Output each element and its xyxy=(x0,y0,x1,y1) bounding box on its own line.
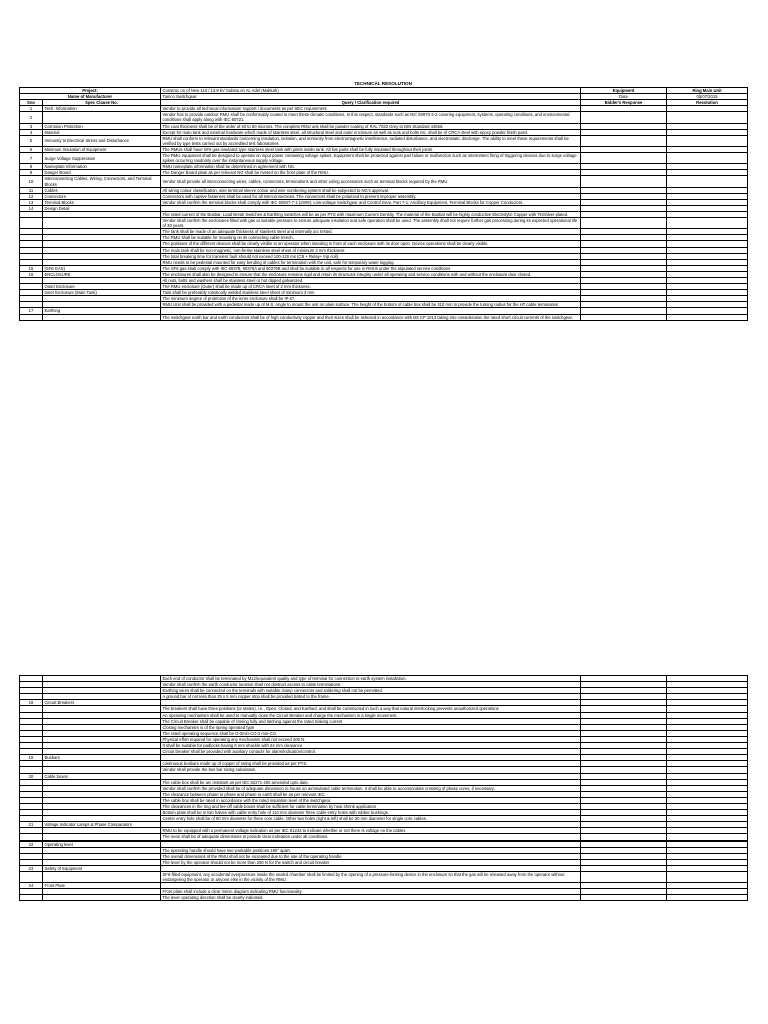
row-query: Tank shall be preferably robotically welded stainless steel sheet of minimum 3 mm xyxy=(161,290,581,296)
row-query: Vendor shall confirm the terminal blocks shall comply with IEC 60947-7-1 (2009): Low-voltage Switchgear and Control Gear, Part 7-1: Ancillary Equipment, Terminal Blocks for Copper Conductors. xyxy=(161,199,581,205)
row-query: Center entry hole shall be of 80 mm diameter for three core cable. Other two holes (right & left) shall be 30 mm diameter for single core cables. xyxy=(161,816,581,822)
row-sno xyxy=(20,872,43,883)
row-query: The RMUs shall have SF6 gas-insulated type stainless steel tank with joints inside tank. All live parts shall be fully insulated throughout their joints. xyxy=(161,146,581,152)
row-spec-clause: Interconnecting Cables, Wiring, Connectors, and Terminal Blocks xyxy=(43,176,161,187)
row-sno xyxy=(20,895,43,901)
row-query: RMU needs to be pedestal mounted for easy bending of cables for termination with the unit, safe for temporary water logging. xyxy=(161,259,581,265)
row-query: The coat thickness shall be of the order of 40 to 60 microns. The complete RMU unit shall be powder coating of RAL 7032 Grey to DIN Standard 43656. xyxy=(161,123,581,129)
row-resolution xyxy=(667,176,748,187)
table-row xyxy=(20,176,748,187)
row-spec-clause: Safety of Equipment xyxy=(43,865,161,871)
row-bidder-response xyxy=(581,112,667,123)
row-sno: 24 xyxy=(20,883,43,889)
row-bidder-response xyxy=(581,895,667,901)
row-spec-clause: Minimum Insulation of Equipment xyxy=(43,146,161,152)
row-query: A ground bar of not less than 25 x 5 mm copper strip shall be provided bolted to the frame. xyxy=(161,694,581,700)
row-bidder-response xyxy=(581,314,667,320)
row-query: It shall be suitable for padlocks having 6 mm shackle with 24 mm clearance xyxy=(161,743,581,749)
row-sno: 2 xyxy=(20,112,43,123)
row-resolution xyxy=(667,153,748,164)
row-sno: 13 xyxy=(20,199,43,205)
row-resolution xyxy=(667,135,748,146)
row-query: RMU Unit shall be provided with a pedestal made up of M.S. Angle to mount the unit on plain surface. The height of the bottom of cable box shall be 310 mm to provide the turning radius for the HT cable termination xyxy=(161,302,581,308)
row-query: Closing mechanism is of the spring operated type xyxy=(161,724,581,730)
row-query: The neon shall be of adequate dimensions to provide clear indication under all conditions. xyxy=(161,834,581,840)
row-sno: 15 xyxy=(20,265,43,271)
table-row xyxy=(20,218,748,229)
row-sno: 17 xyxy=(20,308,43,314)
row-query: The operating handle should have two workable positions 180° apart. xyxy=(161,847,581,853)
row-spec-clause: Inner Enclosure (Main Tank) xyxy=(43,290,161,296)
row-spec-clause: ENCLOSURE xyxy=(43,271,161,277)
row-spec-clause: Cables xyxy=(43,187,161,193)
row-query: The positions of the different devices shall be clearly visible to an operator when standing in front of each enclosure with its door open. Device operations shall be clearly visible. xyxy=(161,241,581,247)
row-query: Vendor shall provide the bus bar sizing calculation. xyxy=(161,767,581,773)
row-spec-clause: Surge Voltage Suppression xyxy=(43,153,161,164)
row-sno: 23 xyxy=(20,865,43,871)
row-spec-clause: Busbars xyxy=(43,755,161,761)
resolution-table-page-1 xyxy=(19,80,747,321)
row-query: RMU nameplate information shall be determined in agreement with NG. xyxy=(161,164,581,170)
row-spec-clause: Terminal Blocks xyxy=(43,199,161,205)
project-label: Project: xyxy=(20,88,161,94)
row-bidder-response xyxy=(581,176,667,187)
row-spec-clause xyxy=(43,112,161,123)
row-query: The Circuit Breaker shall be capable of closing fully and latching against the rated making current xyxy=(161,718,581,724)
row-bidder-response xyxy=(581,153,667,164)
row-query: Vendor shall confirm the enclosures filled with gas at suitable pressure to ensure adequate insulation and safe operation shall be used. The assembly shall not require further gas processing during its expected operational life of 30 years. xyxy=(161,218,581,229)
table-row xyxy=(20,314,748,320)
row-sno xyxy=(20,314,43,320)
row-query: RMU shall conform to relevant standards concerning insulation, isolation, and immunity from electromagnetic interference, radiated disturbance, and electrostatic discharge. The ability to meet these requirements shall be verified by type tests carried out by accredited test laboratories xyxy=(161,135,581,146)
row-sno: 14 xyxy=(20,205,43,211)
row-sno: 8 xyxy=(20,164,43,170)
row-query: Each end of conductor shall be terminated by M12/equivalent quality and type of terminal for connection to earth system installation. xyxy=(161,676,581,682)
row-query: Physical effort required for operating any mechanism shall not exceed 400 N. xyxy=(161,736,581,742)
date-label: Date xyxy=(581,94,667,100)
row-query: Bottom plate shall be in two halves with cable entry hole of 110 mm diameter three cable entry holes with rubber bushings. xyxy=(161,810,581,816)
row-query: The RMU equipment shall be designed to operate on input power containing voltage spikes. Equipment shall be protected against part failure or malfunction such as intermittent firing of triggering devices due to surge voltage spikes occurring randomly over the instantaneous supply voltage. xyxy=(161,153,581,164)
row-spec-clause xyxy=(43,218,161,229)
row-spec-clause: Danger Board xyxy=(43,170,161,176)
row-sno: 9 xyxy=(20,170,43,176)
row-bidder-response xyxy=(581,218,667,229)
row-resolution xyxy=(667,218,748,229)
row-query: Vendor shall confirm the earth conductor location shall not obstruct access to cable terminations. xyxy=(161,682,581,688)
row-query: The minimum degree of protection of the inner enclosure shall be IP 67. xyxy=(161,296,581,302)
table-row xyxy=(20,153,748,164)
row-query: The clearances in the ring and tee-off cable boxes shall be sufficient for cable termination by heat shrink application xyxy=(161,803,581,809)
row-resolution xyxy=(667,895,748,901)
row-query: The Danger Board plate as per relevant NG shall be riveted on the front plate of the RMU. xyxy=(161,170,581,176)
row-spec-clause: Earthing xyxy=(43,308,161,314)
row-query: The enclosures shall also be designed to ensure that the enclosure remains rigid and retain its structural integrity under all operating and service conditions with and without the enclosure door closed. xyxy=(161,271,581,277)
row-sno: 22 xyxy=(20,841,43,847)
column-header-query: Query / Clarification required xyxy=(161,100,581,106)
row-query: Earthing wires shall be connected on the terminals with suitable clamp connectors and soldering shall not be permitted. xyxy=(161,688,581,694)
date-value: 05/07/2015 xyxy=(667,94,748,100)
row-query: Front plate shall include a clear mimic diagram indicating RMU functionality xyxy=(161,889,581,895)
row-resolution xyxy=(667,872,748,883)
row-bidder-response xyxy=(581,872,667,883)
row-query: The overall dimensions of the RMU shall not be increased due to the use of the operating handle. xyxy=(161,853,581,859)
row-query: The cable box shall be arc resistant as per IEC 62271-200 amended upto date. xyxy=(161,779,581,785)
row-sno: 1 xyxy=(20,106,43,112)
column-header-sno: Sno xyxy=(20,100,43,106)
manufacturer-label: Name of Manufacturer xyxy=(20,94,161,100)
equipment-value: Ring Main Unit xyxy=(667,88,748,94)
row-query: The lever operating direction shall be clearly indicated. xyxy=(161,895,581,901)
row-query: Vendor shall provide all interconnecting wires, cables, connectors, terminations and other wiring accessories such as terminal blocks required by the RMU. xyxy=(161,176,581,187)
row-bidder-response xyxy=(581,135,667,146)
row-sno: 3 xyxy=(20,123,43,129)
row-sno: 11 xyxy=(20,187,43,193)
row-spec-clause xyxy=(43,872,161,883)
row-sno: 18 xyxy=(20,700,43,706)
row-sno: 5 xyxy=(20,135,43,146)
row-query: The breakers shall have three positions (or states), i.e., Open, Closed, and Earthed, and shall be constructed in such a way that natural interlocking prevents unauthorized operations xyxy=(161,706,581,712)
manufacturer-value: Tamco Switchgear xyxy=(161,94,581,100)
row-spec-clause: Voltage Indicator Lamps & Phase Comparators xyxy=(43,822,161,828)
row-query: All wiring colour classification, wire terminal sleeve colour and wire numbering system shall be subjected to NG's approval. xyxy=(161,187,581,193)
row-spec-clause: Immunity to Electrical Stress and Disturbance xyxy=(43,135,161,146)
row-spec-clause: Front Plate xyxy=(43,883,161,889)
equipment-label: Equipment xyxy=(581,88,667,94)
row-spec-clause: Design Detail xyxy=(43,205,161,211)
row-spec-clause: Cable boxes xyxy=(43,773,161,779)
row-spec-clause: Circuit Breakers xyxy=(43,700,161,706)
table-row xyxy=(20,135,748,146)
row-spec-clause xyxy=(43,895,161,901)
row-query: Vendor to provide all technical information/ support / documents as per SEC requirement xyxy=(161,106,581,112)
row-spec-clause: Operating lever xyxy=(43,841,161,847)
resolution-table-page-2 xyxy=(19,675,747,901)
row-query: All nuts, bolts and washers shall be stainless steel or hot dipped galvanized. xyxy=(161,278,581,284)
row-sno: 16 xyxy=(20,271,43,277)
document-title: TECHNICAL RESOLUTION xyxy=(354,81,412,86)
row-spec-clause: Nameplate Information xyxy=(43,164,161,170)
row-spec-clause: Corrosion Protection xyxy=(43,123,161,129)
row-query: Vendor has to provide outdoor RMU shall be conformably coated to meet these climatic conditions. In this respect, standards such as IEC 60870-2-2 covering equipment, systems, operating conditions, and environmental conditions shall apply along with IEC 60721. xyxy=(161,112,581,123)
row-query: Circuit breaker shall be provided with auxiliary contacts for alarm/indication/control. xyxy=(161,749,581,755)
row-query: Except for main tank and external hardware which made of stainless steel, all structural steel and outer enclosure as well as nuts and bolts etc. shall be of CRCA steel with epoxy powder finish paint. xyxy=(161,129,581,135)
row-query: The rated operating sequence shall be O-3min-CO-3 min-CO. xyxy=(161,730,581,736)
row-sno: 7 xyxy=(20,153,43,164)
table-row xyxy=(20,112,748,123)
row-query: The switchgear earth bar and earth conductors shall be of high conductivity copper and their sizes shall be selected in accordance with BS CP 1013 taking into consideration the rated short circuit currents of the switchgear. xyxy=(161,314,581,320)
project-value: Construc on of New 110 / 13.8 kV Substa on AL Adel (Makkah) xyxy=(161,88,581,94)
row-resolution xyxy=(667,112,748,123)
row-query: RMU to be equipped with a permanent voltage indication as per IEC 61243 to indicate whether or not there is voltage on the cables xyxy=(161,828,581,834)
row-spec-clause: Connectors xyxy=(43,193,161,199)
table-row xyxy=(20,895,748,901)
row-spec-clause: Tech. Information xyxy=(43,106,161,112)
row-sno: 19 xyxy=(20,755,43,761)
row-query: continuous busbars made up of copper of rating shall be provided as per PTS. xyxy=(161,761,581,767)
row-sno: 6 xyxy=(20,146,43,152)
row-query: The cable box shall be rated in accordance with the rated insulation level of the switchgear. xyxy=(161,797,581,803)
column-header-spec: Spec Clause No. xyxy=(43,100,161,106)
column-header-bidder-response: Bidder's Response xyxy=(581,100,667,106)
row-query: The total breaking time for transient fault should not exceed 100-120 ms (CB + Relay+ trip coil). xyxy=(161,253,581,259)
row-sno: 10 xyxy=(20,176,43,187)
column-header-resolution: Resolution xyxy=(667,100,748,106)
row-query: An operating mechanism shall be used to manually close the Circuit Breaker and charge the mechanism in a single movement. xyxy=(161,712,581,718)
row-query: The RMU enclosure (Outer) shall be made up of CRCA steel of 2 mm thickness. xyxy=(161,284,581,290)
row-query: The rated current of the Busbar, Load Break Switches & Earthing Switches will be as per PTS with maximum Current Density. The material of the Busbar will be highly conductive Electrolytic Copper with Tin/Silver plated. xyxy=(161,211,581,217)
row-query: Vendor shall confirm the provided shall be of adequate dimension to house an airinsulated cable termination. It shall be able to accommodate crossing of phase cores, if necessary. xyxy=(161,785,581,791)
row-query: Connectors with captive fasteners shall be used for all interconnections. The connectors shall be polarized to prevent improper assembly. xyxy=(161,193,581,199)
row-spec-clause xyxy=(43,314,161,320)
row-sno xyxy=(20,218,43,229)
row-query: The RMU shall be suitable for mounting on its connecting cable trench. xyxy=(161,235,581,241)
table-row xyxy=(20,872,748,883)
row-query: SF6-filled equipment, any accidental overpressure inside the sealed chamber shall be limited by the opening of a pressure-limiting device in the enclosure so that the gas will be released away from the operator without endangering the operator or anyone else in the vicinity of the RMU. xyxy=(161,872,581,883)
row-sno: 21 xyxy=(20,822,43,828)
row-query: The tank shall be made of an adequate thickness of stainless steel and internally arc tested. xyxy=(161,229,581,235)
row-spec-clause: Material xyxy=(43,129,161,135)
row-sno: 4 xyxy=(20,129,43,135)
row-sno: 12 xyxy=(20,193,43,199)
row-query: The clearance between phase to phase and phase to earth shall be as per relevant IEC. xyxy=(161,791,581,797)
row-spec-clause: (SF6 GAS) xyxy=(43,265,161,271)
row-query: The lever by the operator should not be more than 250 N for the switch and circuit breaker xyxy=(161,859,581,865)
row-query: The SF6 gas shall comply with IEC 60376, 60376A and 60376B and shall be suitable in all respects for use in RMUs under the stipulated service conditions xyxy=(161,265,581,271)
row-sno: 20 xyxy=(20,773,43,779)
row-query: The main tank shall be non-magnetic, non-ferrite stainless steel sheet of minimum 3 mm thickness xyxy=(161,247,581,253)
row-resolution xyxy=(667,314,748,320)
row-spec-clause: Outer Enclosure xyxy=(43,284,161,290)
